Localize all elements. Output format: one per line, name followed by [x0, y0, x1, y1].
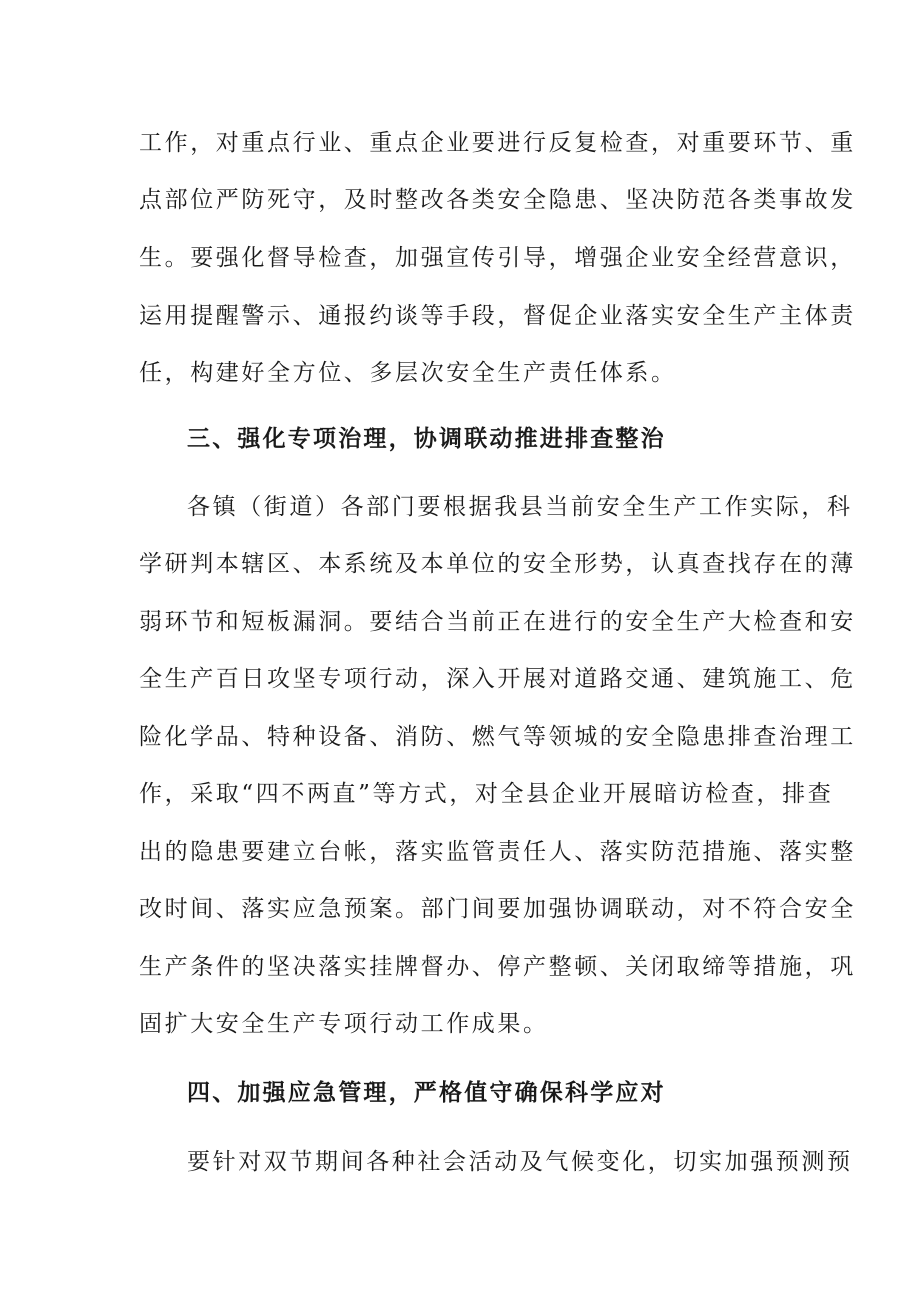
paragraph-line: 出的隐患要建立台帐，落实监管责任人、落实防范措施、落实整 — [139, 839, 856, 865]
paragraph-line: 改时间、落实应急预案。部门间要加强协调联动，对不符合安全 — [139, 896, 856, 922]
paragraph-line: 固扩大安全生产专项行动工作成果。 — [139, 1011, 549, 1037]
paragraph-line: 生。要强化督导检查，加强宣传引导，增强企业安全经营意识， — [139, 245, 856, 271]
paragraph-line: 工作，对重点行业、重点企业要进行反复检查，对重要环节、重 — [139, 130, 856, 156]
paragraph-line: 要针对双节期间各种社会活动及气候变化，切实加强预测预 — [187, 1149, 853, 1175]
paragraph-line: 任，构建好全方位、多层次安全生产责任体系。 — [139, 360, 677, 386]
paragraph-line: 作，采取“四不两直”等方式，对全县企业开展暗访检查，排查 — [139, 781, 834, 807]
section-heading-4: 四、加强应急管理，严格值守确保科学应对 — [187, 1080, 666, 1106]
paragraph-line: 各镇（街道）各部门要根据我县当前安全生产工作实际，科 — [187, 494, 853, 520]
paragraph-line: 弱环节和短板漏洞。要结合当前正在进行的安全生产大检查和安 — [139, 609, 856, 635]
paragraph-line: 点部位严防死守，及时整改各类安全隐患、坚决防范各类事故发 — [139, 187, 856, 213]
paragraph-line: 学研判本辖区、本系统及本单位的安全形势，认真查找存在的薄 — [139, 551, 856, 577]
paragraph-line: 全生产百日攻坚专项行动，深入开展对道路交通、建筑施工、危 — [139, 666, 856, 692]
paragraph-line: 险化学品、特种设备、消防、燃气等领城的安全隐患排查治理工 — [139, 724, 856, 750]
paragraph-line: 运用提醒警示、通报约谈等手段，督促企业落实安全生产主体责 — [139, 303, 856, 329]
section-heading-3: 三、强化专项治理，协调联动推进排查整治 — [187, 426, 666, 452]
paragraph-line: 生产条件的坚决落实挂牌督办、停产整顿、关闭取缔等措施，巩 — [139, 954, 856, 980]
